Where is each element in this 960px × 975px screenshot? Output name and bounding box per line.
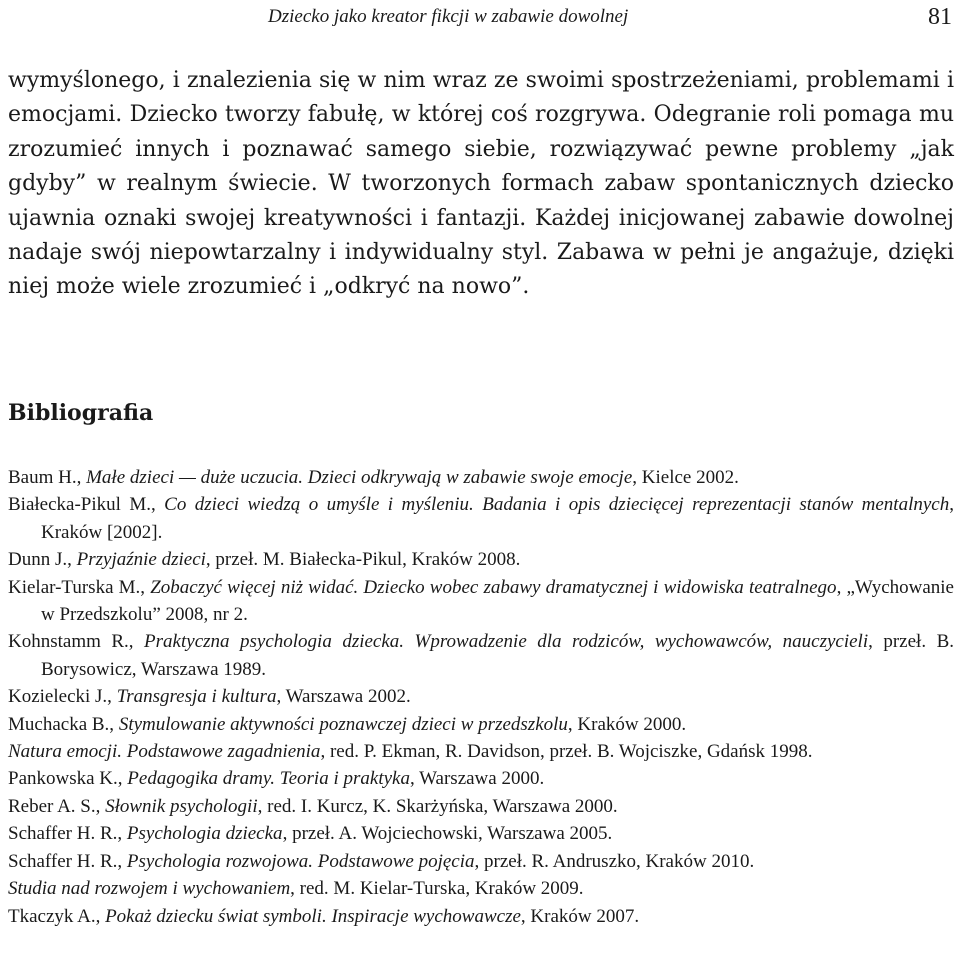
entry-title: Psychologia dziecka [126,823,283,845]
entry-details: , Kraków [2002]. [41,494,954,543]
entry-title: Małe dzieci — duże uczucia. Dzieci odkrywają w zabawie swoje emocje [86,467,633,488]
entry-title: Pokaż dziecku świat symboli. Inspiracje wychowawcze [105,905,521,927]
entry-title: Stymulowanie aktywności poznawczej dzieci w przedszkolu [118,713,568,735]
entry-title: Zobaczyć więcej niż widać. Dziecko wobec zabawy dramatycznej i widowiska teatralnego [150,576,837,598]
bibliography-entry [8,738,954,765]
bibliography-list [8,464,954,930]
entry-details: , „Wychowanie w Przedszkolu” 2008, nr 2. [41,576,954,626]
entry-author: Reber A. S., [8,795,106,817]
entry-details: , Warszawa 2002. [276,686,411,708]
entry-details: , Warszawa 2000. [409,768,545,790]
entry-details: , Kielce 2002. [632,467,739,488]
entry-author: Kozielecki J., [8,686,117,708]
entry-title: Natura emocji. Podstawowe zagadnienia [8,741,321,763]
bibliography-entry [8,903,954,930]
entry-author: Baum H., [8,467,87,488]
bibliography-entry [8,765,954,792]
entry-title: Transgresja i kultura [116,686,277,708]
bibliography-entry [8,711,954,738]
bibliography-entry [8,574,954,629]
entry-author: Dunn J., [8,549,77,571]
entry-details: , przeł. B. Borysowicz, Warszawa 1989. [41,631,954,680]
entry-title: Pedagogika dramy. Teoria i praktyka [127,768,410,790]
entry-details: , przeł. M. Białecka-Pikul, Kraków 2008. [205,549,521,571]
bibliography-entry [8,546,954,573]
bibliography-entry [8,793,954,820]
entry-author: Pankowska K., [8,768,128,790]
running-title: Dziecko jako kreator fikcji w zabawie dowolnej [268,6,629,27]
entry-title: Słownik psychologii [105,795,258,817]
entry-author: Białecka-Pikul M., [8,494,165,516]
bibliography-entry [8,683,954,710]
entry-title: Przyjaźnie dzieci [76,549,206,571]
running-head [268,4,952,36]
entry-author: Schaffer H. R., [8,850,127,872]
bibliography-entry [8,875,954,902]
entry-author: Kohnstamm R., [8,631,145,653]
entry-details: , red. P. Ekman, R. Davidson, przeł. B. Wojciszke, Gdańsk 1998. [320,741,813,763]
entry-details: , Kraków 2007. [520,905,640,927]
entry-details: , red. M. Kielar-Turska, Kraków 2009. [290,878,584,900]
page-number: 81 [928,4,952,30]
entry-author: Muchacka B., [8,713,119,735]
bibliography-entry [8,848,954,875]
bibliography-entry [8,491,954,546]
bibliography-heading: Bibliografia [8,400,154,426]
entry-author: Tkaczyk A., [8,905,106,927]
entry-title: Studia nad rozwojem i wychowaniem [8,878,291,900]
entry-details: , Kraków 2000. [567,713,687,735]
entry-author: Kielar-Turska M., [8,576,151,598]
entry-details: , red. I. Kurcz, K. Skarżyńska, Warszawa 2000. [257,795,618,817]
entry-details: , przeł. A. Wojciechowski, Warszawa 2005. [282,823,613,845]
bibliography-entry [8,628,954,683]
bibliography-entry [8,820,954,847]
body-paragraph: wymyślonego, i znalezienia się w nim wraz ze swoimi spostrzeżeniami, problemami i emocjami. Dziecko tworzy fabułę, w której coś rozgrywa. Odegranie roli pomaga mu zrozumieć innych i poznawać samego siebie, rozwiązywać pewne problemy „jak gdyby” w realnym świecie. W tworzonych formach zabaw spontanicznych dziecko ujawnia oznaki swojej kreatywności i fantazji. Każdej inicjowanej zabawie dowolnej nadaje swój niepowtarzalny i indywidualny styl. Zabawa w pełni je angażuje, dzięki niej może wiele zrozumieć i „odkryć na nowo”. [8,68,954,300]
entry-title: Psychologia rozwojowa. Podstawowe pojęcia [126,850,475,872]
entry-author: Schaffer H. R., [8,823,127,845]
entry-title: Co dzieci wiedzą o umyśle i myśleniu. Badania i opis dziecięcej reprezentacji stanów mentalnych [164,494,950,516]
entry-details: , przeł. R. Andruszko, Kraków 2010. [474,850,755,872]
bibliography-entry [8,464,954,491]
entry-title: Praktyczna psychologia dziecka. Wprowadzenie dla rodziców, wychowawców, nauczycieli [144,631,869,653]
